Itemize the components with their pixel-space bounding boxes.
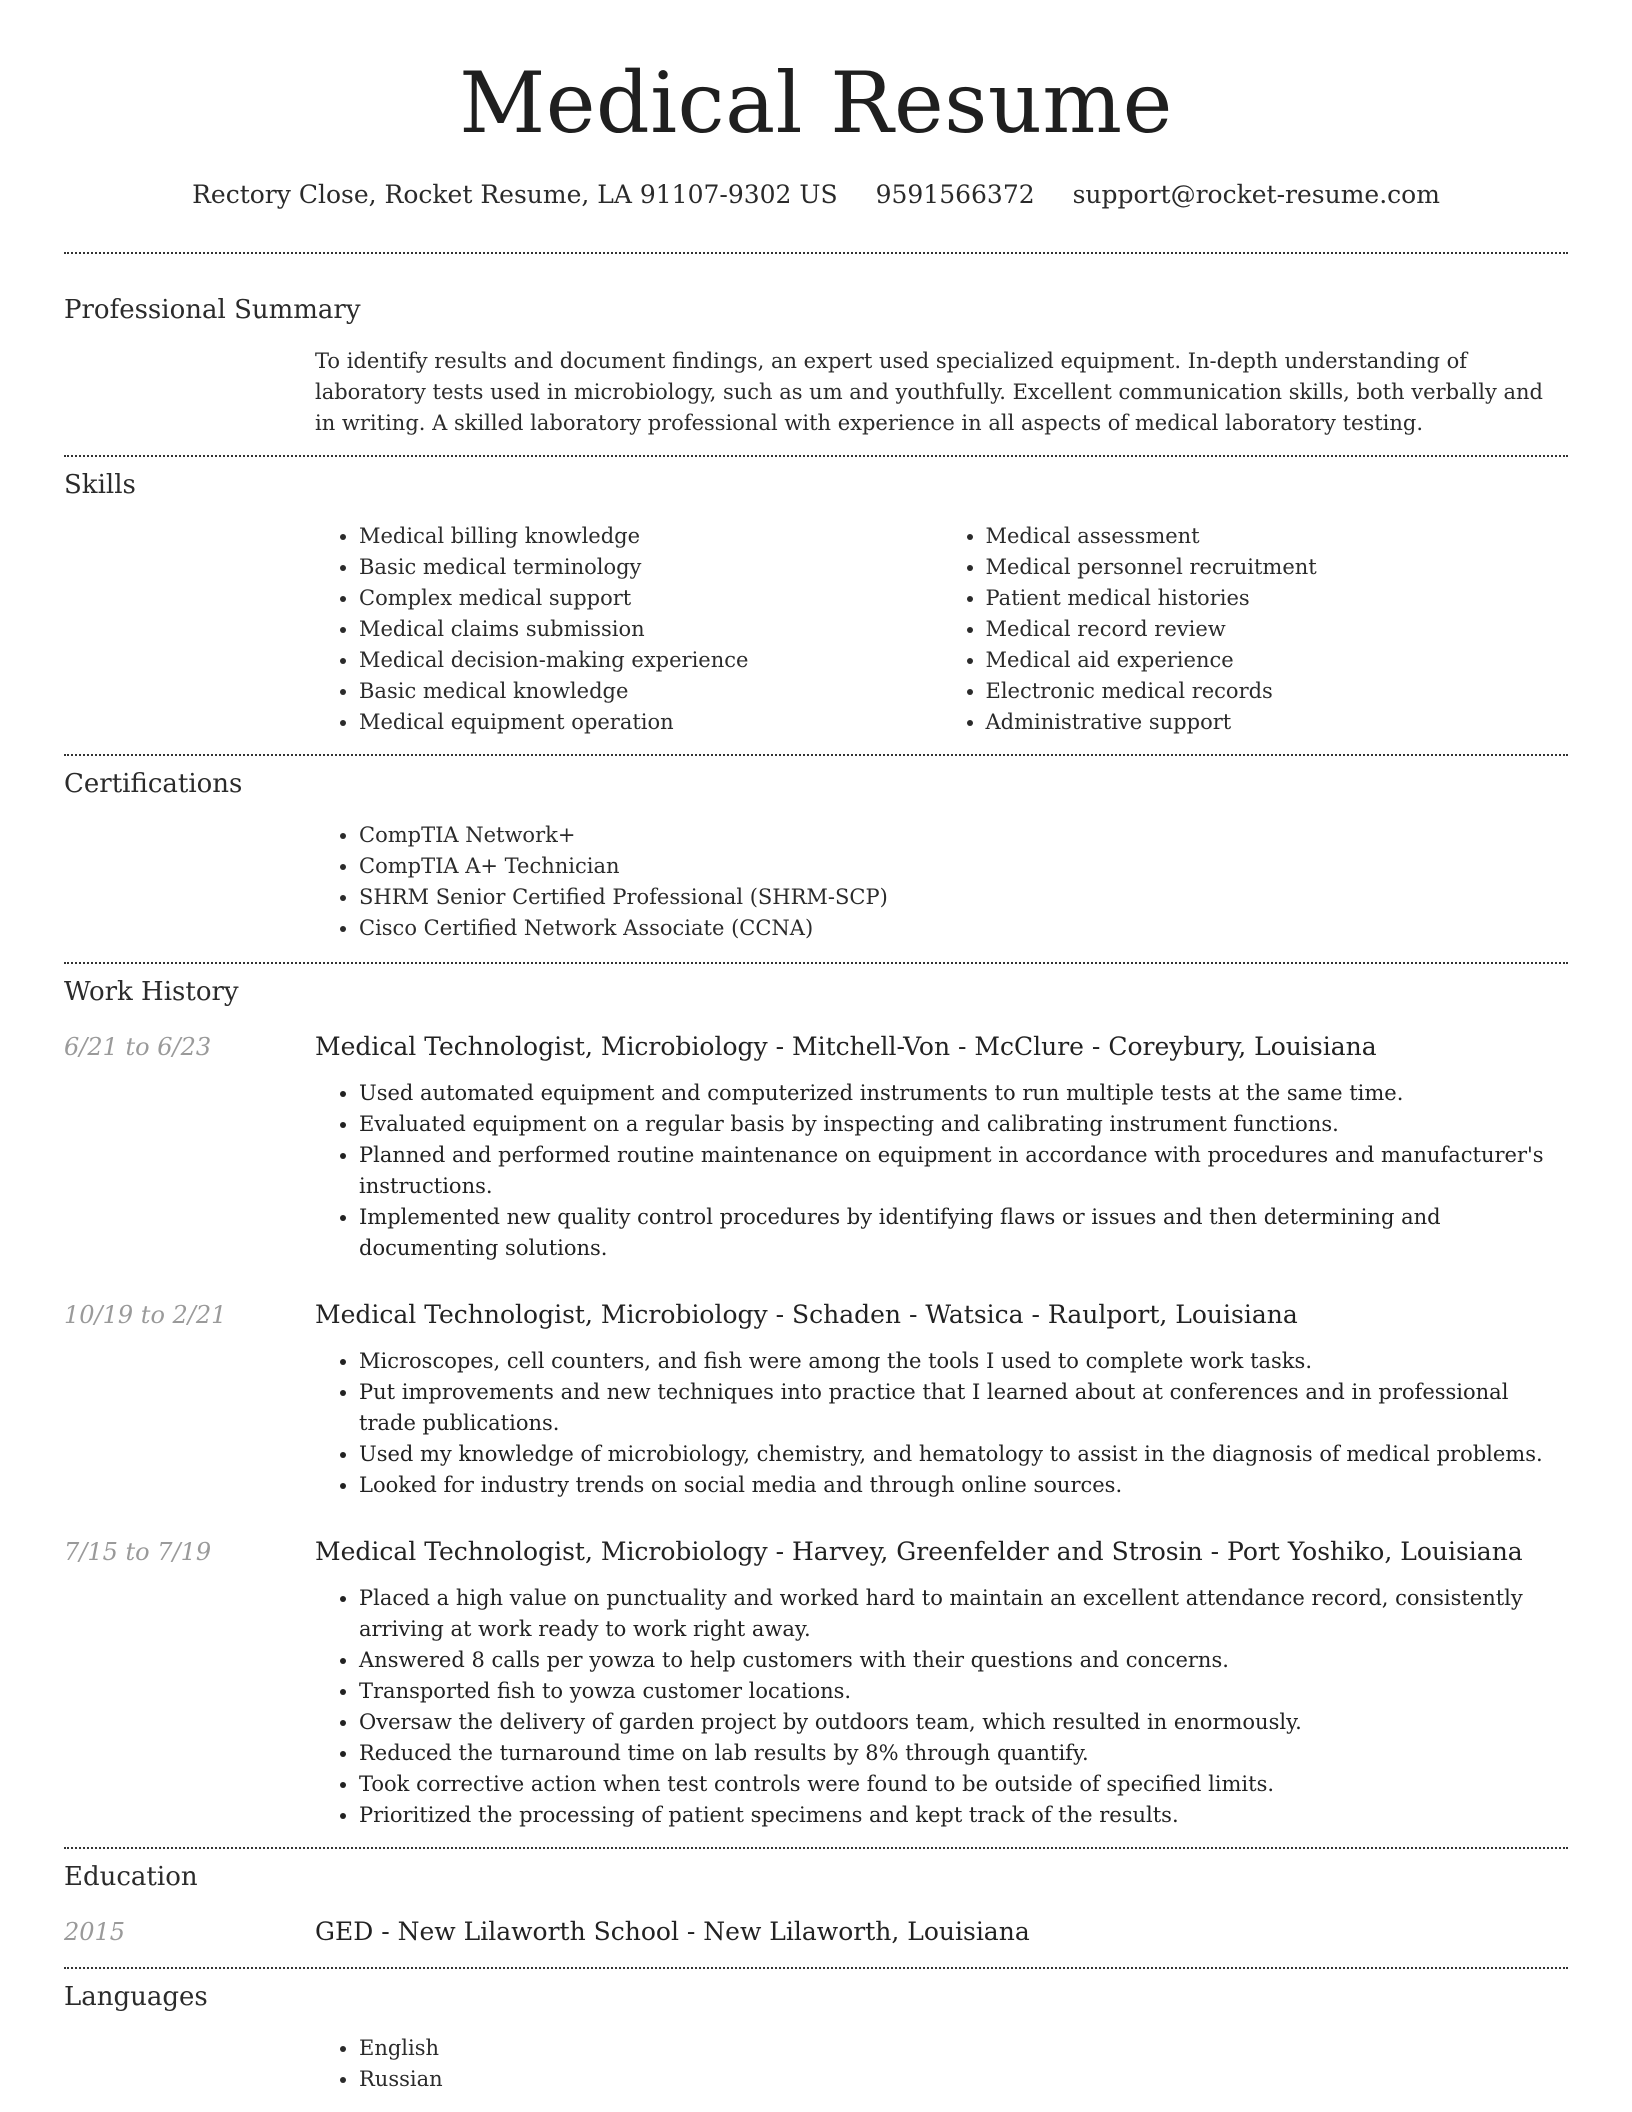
summary-section	[64, 254, 1568, 439]
education-heading: Education	[64, 1862, 198, 1892]
education-main	[315, 1915, 1568, 1949]
skill-item: • Medical equipment operation	[359, 707, 942, 738]
skill-item: • Medical claims submission	[359, 614, 942, 645]
certification-item: • SHRM Senior Certified Professional (SHRM-SCP)	[359, 882, 1568, 913]
certification-item: • Cisco Certified Network Associate (CCNA)	[359, 913, 1568, 944]
language-item: • English	[359, 2033, 1568, 2064]
job-entry	[64, 1030, 1568, 1264]
summary-body	[315, 346, 1568, 439]
skill-item: • Complex medical support	[359, 583, 942, 614]
languages-body	[315, 2033, 1568, 2095]
certifications-section	[64, 756, 1568, 944]
certification-item: • CompTIA A+ Technician	[359, 851, 1568, 882]
skill-item: • Basic medical knowledge	[359, 676, 942, 707]
skill-item: • Medical assessment	[986, 521, 1569, 552]
job-bullet: • Used automated equipment and computerized instruments to run multiple tests at the same time.	[359, 1078, 1568, 1109]
contact-address: Rectory Close, Rocket Resume, LA 91107-9302 US	[192, 180, 838, 209]
contact-email: support@rocket-resume.com	[1072, 180, 1440, 209]
job-title: Medical Technologist, Microbiology - Schaden - Watsica - Raulport, Louisiana	[315, 1300, 1298, 1329]
education-title: GED - New Lilaworth School - New Lilaworth, Louisiana	[315, 1917, 1030, 1946]
summary-text: To identify results and document findings, an expert used specialized equipment. In-depth understanding of laboratory tests used in microbiology, such as um and youthfully. Excellent communication skills, both verbally and in writing. A skilled laboratory professional with experience in all aspects of medical laboratory testing.	[315, 349, 1543, 435]
education-date: 2015	[64, 1918, 126, 1946]
job-bullets	[315, 1078, 1568, 1264]
certifications-heading: Certifications	[64, 769, 243, 799]
job-bullets	[315, 1583, 1568, 1831]
languages-list	[315, 2033, 1568, 2095]
skill-item: • Medical personnel recruitment	[986, 552, 1569, 583]
skills-list-right	[942, 521, 1569, 738]
languages-section	[64, 1969, 1568, 2095]
skill-item: • Medical decision-making experience	[359, 645, 942, 676]
certification-item: • CompTIA Network+	[359, 820, 1568, 851]
skill-item: • Medical aid experience	[986, 645, 1569, 676]
job-entry	[64, 1535, 1568, 1831]
job-bullet: • Microscopes, cell counters, and fish were among the tools I used to complete work tasks.	[359, 1346, 1568, 1377]
skill-item: • Medical record review	[986, 614, 1569, 645]
work-section	[64, 964, 1568, 1831]
language-item: • Russian	[359, 2064, 1568, 2095]
certifications-body	[315, 820, 1568, 944]
job-dates: 7/15 to 7/19	[64, 1538, 212, 1566]
job-entry	[64, 1298, 1568, 1501]
skills-columns	[315, 521, 1568, 738]
job-bullet: • Oversaw the delivery of garden project by outdoors team, which resulted in enormously.	[359, 1707, 1568, 1738]
job-bullet: • Used my knowledge of microbiology, chemistry, and hematology to assist in the diagnosis of medical problems.	[359, 1439, 1568, 1470]
job-bullet: • Evaluated equipment on a regular basis by inspecting and calibrating instrument functions.	[359, 1109, 1568, 1140]
job-bullet: • Reduced the turnaround time on lab results by 8% through quantify.	[359, 1738, 1568, 1769]
job-bullet: • Placed a high value on punctuality and worked hard to maintain an excellent attendance record, consistently arriving at work ready to work right away.	[359, 1583, 1568, 1645]
summary-heading: Professional Summary	[64, 295, 361, 325]
education-entry	[64, 1915, 1568, 1949]
job-dates: 6/21 to 6/23	[64, 1033, 212, 1061]
skill-item: • Patient medical histories	[986, 583, 1569, 614]
job-bullet: • Planned and performed routine maintenance on equipment in accordance with procedures and manufacturer's instructions.	[359, 1140, 1568, 1202]
skills-section	[64, 457, 1568, 738]
education-section	[64, 1849, 1568, 1949]
certifications-list	[315, 820, 1568, 944]
job-bullet: • Put improvements and new techniques into practice that I learned about at conferences and in professional trade publications.	[359, 1377, 1568, 1439]
job-bullet: • Transported fish to yowza customer locations.	[359, 1676, 1568, 1707]
job-main	[315, 1030, 1568, 1264]
languages-heading: Languages	[64, 1982, 208, 2012]
job-main	[315, 1298, 1568, 1501]
job-bullet: • Looked for industry trends on social media and through online sources.	[359, 1470, 1568, 1501]
job-bullets	[315, 1346, 1568, 1501]
skill-item: • Electronic medical records	[986, 676, 1569, 707]
skill-item: • Medical billing knowledge	[359, 521, 942, 552]
job-bullet: • Prioritized the processing of patient specimens and kept track of the results.	[359, 1800, 1568, 1831]
skills-heading: Skills	[64, 470, 136, 500]
skills-list-left	[315, 521, 942, 738]
job-title: Medical Technologist, Microbiology - Harvey, Greenfelder and Strosin - Port Yoshiko, Louisiana	[315, 1537, 1523, 1566]
resume-title: Medical Resume	[459, 54, 1173, 152]
skill-item: • Administrative support	[986, 707, 1569, 738]
job-main	[315, 1535, 1568, 1831]
job-bullet: • Took corrective action when test controls were found to be outside of specified limits.	[359, 1769, 1568, 1800]
contact-phone: 9591566372	[875, 180, 1035, 209]
work-heading: Work History	[64, 977, 239, 1007]
skill-item: • Basic medical terminology	[359, 552, 942, 583]
job-bullet: • Answered 8 calls per yowza to help customers with their questions and concerns.	[359, 1645, 1568, 1676]
job-title: Medical Technologist, Microbiology - Mitchell-Von - McClure - Coreybury, Louisiana	[315, 1032, 1377, 1061]
contact-line	[64, 178, 1568, 212]
job-bullet: • Implemented new quality control procedures by identifying flaws or issues and then determining and documenting solutions.	[359, 1202, 1568, 1264]
job-dates: 10/19 to 2/21	[64, 1301, 227, 1329]
